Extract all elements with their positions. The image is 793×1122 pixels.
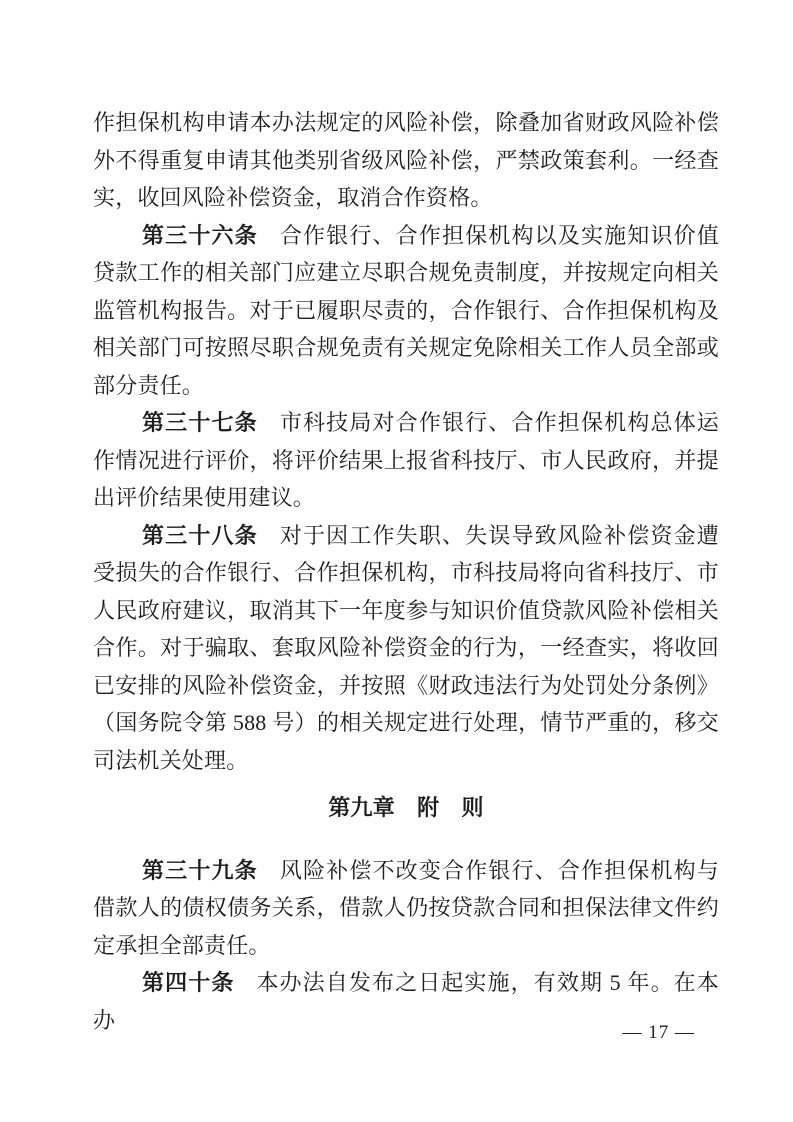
chapter-heading: 第九章 附 则 [328, 795, 484, 820]
article-38-number: 第三十八条 [142, 522, 258, 548]
article-39-paragraph [93, 852, 719, 965]
article-38-paragraph [93, 517, 719, 780]
article-37-paragraph [93, 404, 719, 517]
document-body [93, 104, 719, 1039]
article-39-number: 第三十九条 [142, 857, 258, 883]
article-36-paragraph [93, 217, 719, 405]
article-36-number: 第三十六条 [142, 222, 258, 248]
article-40-number: 第四十条 [142, 970, 235, 995]
paragraph-continuation: 作担保机构申请本办法规定的风险补偿，除叠加省财政风险补偿外不得重复申请其他类别省级风险补偿，严禁政策套利。一经查实，收回风险补偿资金，取消合作资格。 [93, 110, 719, 210]
article-38-text: 对于因工作失职、失误导致风险补偿资金遭受损失的合作银行、合作担保机构，市科技局将向省科技厅、市人民政府建议，取消其下一年度参与知识价值贷款风险补偿相关合作。对于骗取、套取风险补偿资金的行为，一经查实，将收回已安排的风险补偿资金，并按照《财政违法行为处罚处分条例》（国务院令第 588 号）的相关规定进行处理，情节严重的，移交司法机关处理。 [93, 522, 719, 773]
page-number: — 17 — [622, 1022, 695, 1043]
article-37-number: 第三十七条 [142, 410, 258, 435]
article-36-text: 合作银行、合作担保机构以及实施知识价值贷款工作的相关部门应建立尽职合规免责制度，并按规定向相关监管机构报告。对于已履职尽责的，合作银行、合作担保机构及相关部门可按照尽职合规免责有关规定免除相关工作人员全部或部分责任。 [93, 222, 719, 398]
article-37-text: 市科技局对合作银行、合作担保机构总体运作情况进行评价，将评价结果上报省科技厅、市人民政府，并提出评价结果使用建议。 [93, 410, 719, 510]
article-40-text: 本办法自发布之日起实施，有效期 5 年。在本办 [93, 970, 719, 1033]
article-39-text: 风险补偿不改变合作银行、合作担保机构与借款人的债权债务关系，借款人仍按贷款合同和担保法律文件约定承担全部责任。 [93, 857, 719, 958]
